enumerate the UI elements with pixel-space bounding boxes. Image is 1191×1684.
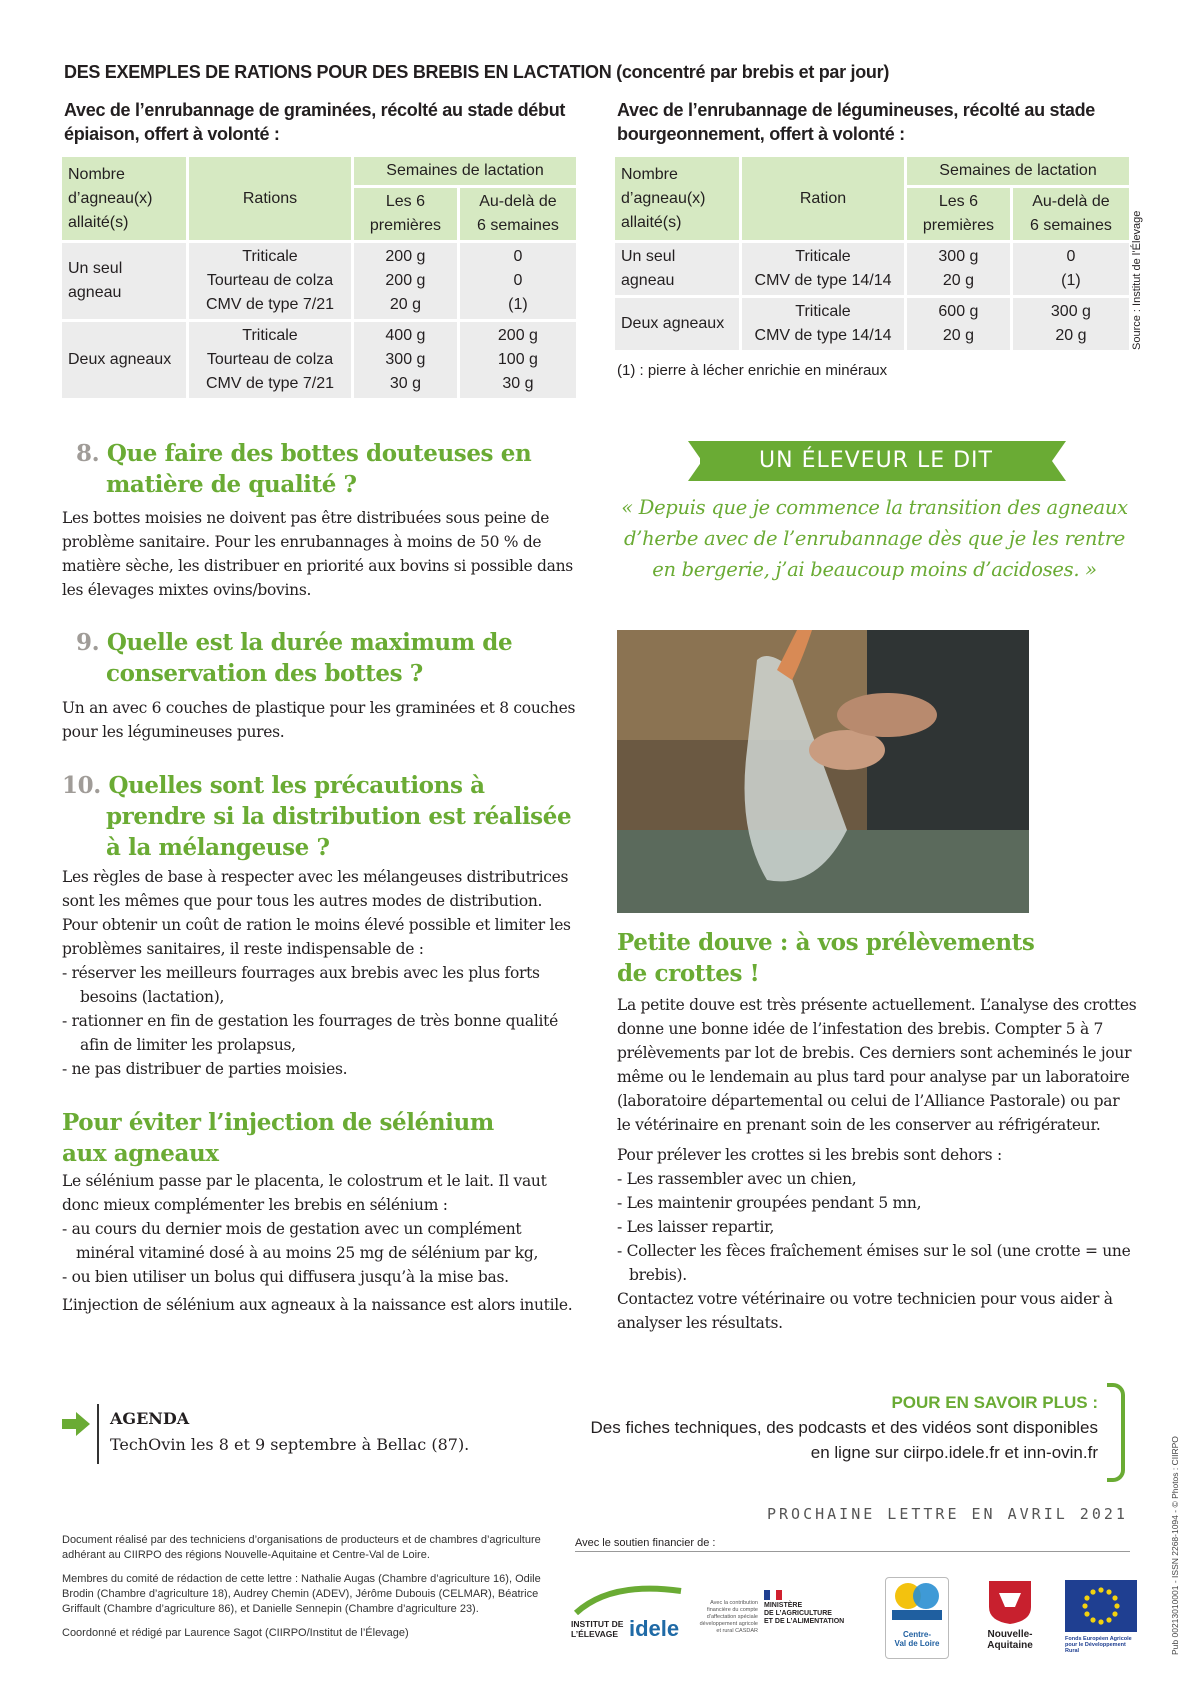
row-first6: 300 g 20 g — [907, 243, 1010, 295]
intro-line: épiaison, offert à volonté : — [64, 124, 280, 144]
table-right-intro — [617, 98, 1137, 146]
row-label: Un seul agneau — [62, 243, 186, 319]
table-row — [62, 322, 576, 398]
list-item: - rationner en fin de gestation les fourrages de très bonne qualité afin de limiter les prolapsus, — [62, 1012, 558, 1054]
intro-line: bourgeonnement, offert à volonté : — [617, 124, 905, 144]
agenda — [110, 1406, 469, 1458]
nouvelle-aquitaine-logo: Nouvelle- Aquitaine — [975, 1577, 1045, 1659]
list-item: - ne pas distribuer de parties moisies. — [62, 1060, 348, 1078]
footer-credits — [62, 1533, 542, 1641]
question-8-title: 8. Que faire des bottes douteuses en matière de qualité ? — [76, 440, 532, 498]
list-item: - Les rassembler avec un chien, — [617, 1170, 857, 1188]
agenda-text: TechOvin les 8 et 9 septembre à Bellac (87). — [110, 1435, 470, 1454]
list-item: - Les laisser repartir, — [617, 1218, 775, 1236]
savoir-plus-line: Des fiches techniques, des podcasts et des vidéos sont disponibles — [590, 1418, 1098, 1437]
publication-info: Pub 00213010001 - ISSN 2268-1094 - © Photos : CIIRPO — [1170, 1436, 1180, 1655]
intro-line: Avec de l’enrubannage de légumineuses, récolté au stade — [617, 100, 1095, 120]
douve-body: La petite douve est très présente actuellement. L’analyse des crottes donne une bonne idée de l’infestation des brebis. Compter 5 à 7 prélèvements par lot de brebis. Ces derniers sont acheminés le jour même ou le lendemain au plus tard pour analyse par un laboratoire (laboratoire départemental ou celui de l’Alliance Pastorale) ou par le vétérinaire en prenant soin de les conserver au réfrigérateur. Pour prélever les crottes si les brebis sont dehors : - Les rassembler avec un chien, - Les maintenir groupées pendant 5 mn, - Les laisser repartir, - Collecter les fèces fraîchement émises sur le sol (une crotte = une brebis). Contactez votre vétérinaire ou votre technicien pour vous aider à analyser les résultats. — [617, 996, 1137, 1332]
row-after6: 200 g 100 g 30 g — [460, 322, 576, 398]
row-label: Un seul agneau — [615, 243, 739, 295]
support-line: Avec le soutien financier de : — [575, 1537, 1130, 1552]
photo-sample-bag — [617, 630, 1029, 913]
row-first6: 600 g 20 g — [907, 298, 1010, 350]
selenium-body: Le sélénium passe par le placenta, le colostrum et le lait. Il vaut donc mieux complémenter les brebis en sélénium : - au cours du dernier mois de gestation avec un complément minéral vitaminé dosé à au moins 25 mg de sélénium par kg, - ou bien utiliser un bolus qui diffusera jusqu’à la mise bas. L’injection de sélénium aux agneaux à la naissance est alors inutile. — [62, 1169, 582, 1317]
ration-table-grass — [59, 154, 579, 401]
question-8-body: Les bottes moisies ne doivent pas être distribuées sous peine de problème sanitaire. Pour les enrubannages à moins de 50 % de matière sèche, les distribuer en priorité aux bovins si possible dans les élevages mixtes ovins/bovins. — [62, 509, 573, 599]
question-9-title: 9. Quelle est la durée maximum de conservation des bottes ? — [76, 629, 513, 687]
header-after6: Au-delà de 6 semaines — [460, 188, 576, 240]
question-10-title: 10. Quelles sont les précautions à prendre si la distribution est réalisée à la mélangeuse ? — [62, 772, 572, 861]
intro-line: Avec de l’enrubannage de graminées, récolté au stade début — [64, 100, 566, 120]
header-lambs: Nombre d’agneau(x) allaité(s) — [615, 157, 739, 240]
list-item: - au cours du dernier mois de gestation avec un complément minéral vitaminé dosé à au moins 25 mg de sélénium par kg, — [62, 1220, 539, 1262]
next-letter: PROCHAINE LETTRE EN AVRIL 2021 — [767, 1505, 1128, 1523]
table-left-intro — [64, 98, 574, 146]
ration-table-legumes — [612, 154, 1132, 353]
row-label: Deux agneaux — [62, 322, 186, 398]
arrow-right-icon — [62, 1412, 90, 1440]
list-item: - Les maintenir groupées pendant 5 mn, — [617, 1194, 922, 1212]
header-rations: Rations — [189, 157, 351, 240]
list-item: - Collecter les fèces fraîchement émises sur le sol (une crotte = une brebis). — [617, 1242, 1131, 1284]
header-first6: Les 6 premières — [907, 188, 1010, 240]
row-after6: 300 g 20 g — [1013, 298, 1129, 350]
header-weeks: Semaines de lactation — [354, 157, 576, 185]
footer-doc: Document réalisé par des techniciens d’organisations de producteurs et de chambres d’agriculture adhérant au CIIRPO des régions Nouvelle-Aquitaine et Centre-Val de Loire. — [62, 1534, 541, 1561]
row-first6: 200 g 200 g 20 g — [354, 243, 457, 319]
agenda-title: AGENDA — [110, 1409, 190, 1428]
table-row — [62, 243, 576, 319]
header-ration: Ration — [742, 157, 904, 240]
row-after6: 0 (1) — [1013, 243, 1129, 295]
table-row — [615, 298, 1129, 350]
header-first6: Les 6 premières — [354, 188, 457, 240]
row-after6: 0 0 (1) — [460, 243, 576, 319]
selenium-title: Pour éviter l’injection de sélénium aux agneaux — [62, 1109, 494, 1167]
savoir-plus — [590, 1390, 1098, 1465]
question-10-body: Les règles de base à respecter avec les mélangeuses distributrices sont les mêmes que pour tous les autres modes de distribution. Pour obtenir un coût de ration le moins élevé possible et limiter les problèmes sanitaires, il reste indispensable de : - réserver les meilleurs fourrages aux brebis avec les plus forts besoins (lactation), - rationner en fin de gestation les fourrages de très bonne qualité afin de limiter les prolapsus, - ne pas distribuer de parties moisies. — [62, 865, 582, 1081]
ministere-logo: MINISTÈRE DE L’AGRICULTURE ET DE L’ALIMENTATION — [764, 1590, 864, 1650]
eleveur-banner: UN ÉLEVEUR LE DIT — [700, 441, 1052, 481]
list-item: - réserver les meilleurs fourrages aux brebis avec les plus forts besoins (lactation), — [62, 964, 540, 1006]
row-rations: Triticale Tourteau de colza CMV de type 7/21 — [189, 243, 351, 319]
page-header-title: DES EXEMPLES DE RATIONS POUR DES BREBIS EN LACTATION (concentré par brebis et par jour) — [64, 62, 890, 82]
casdar-text: Avec la contribution financière du compte d’affectation spéciale développement agricole et rural CASDAR — [699, 1600, 758, 1634]
header-lambs: Nombre d’agneau(x) allaité(s) — [62, 157, 186, 240]
footer-members: Membres du comité de rédaction de cette lettre : Nathalie Augas (Chambre d’agriculture 16), Odile Brodin (Chambre d’agriculture 18), Audrey Chemin (ADEV), Jérôme Dubouis (CELMAR), Béatrice Griffault (Chambre d’agriculture 86), et Danielle Sennepin (Chambre d’agriculture 23). — [62, 1573, 541, 1615]
row-rations: Triticale CMV de type 14/14 — [742, 298, 904, 350]
eu-feader-logo: Fonds Européen Agricole pour le Développement Rural — [1065, 1580, 1137, 1658]
row-rations: Triticale CMV de type 14/14 — [742, 243, 904, 295]
header-weeks: Semaines de lactation — [907, 157, 1129, 185]
source-note: Source : Institut de l’Élevage — [1131, 210, 1143, 350]
centre-val-de-loire-logo: Centre- Val de Loire — [885, 1577, 949, 1659]
banner-notch-right — [1052, 441, 1066, 481]
table-row — [615, 243, 1129, 295]
douve-title: Petite douve : à vos prélèvements de crottes ! — [617, 929, 1035, 987]
table-footnote: (1) : pierre à lécher enrichie en minéraux — [617, 362, 888, 379]
row-first6: 400 g 300 g 30 g — [354, 322, 457, 398]
row-rations: Triticale Tourteau de colza CMV de type 7/21 — [189, 322, 351, 398]
savoir-plus-title: POUR EN SAVOIR PLUS : — [891, 1393, 1098, 1412]
footer-coord: Coordonné et rédigé par Laurence Sagot (CIIRPO/Institut de l’Élevage) — [62, 1627, 409, 1639]
idele-logo: INSTITUT DE L’ÉLEVAGE idele — [571, 1585, 686, 1655]
eleveur-quote: « Depuis que je commence la transition des agneaux d’herbe avec de l’enrubannage dès que je les rentre en bergerie, j’ai beaucoup moins d’acidoses. » — [621, 496, 1128, 581]
bracket-decoration — [1107, 1383, 1125, 1482]
list-item: - ou bien utiliser un bolus qui diffusera jusqu’à la mise bas. — [62, 1268, 509, 1286]
agenda-divider — [97, 1404, 99, 1464]
savoir-plus-line: en ligne sur ciirpo.idele.fr et inn-ovin.fr — [810, 1443, 1098, 1462]
header-after6: Au-delà de 6 semaines — [1013, 188, 1129, 240]
question-9-body: Un an avec 6 couches de plastique pour les graminées et 8 couches pour les légumineuses pures. — [62, 699, 576, 741]
row-label: Deux agneaux — [615, 298, 739, 350]
